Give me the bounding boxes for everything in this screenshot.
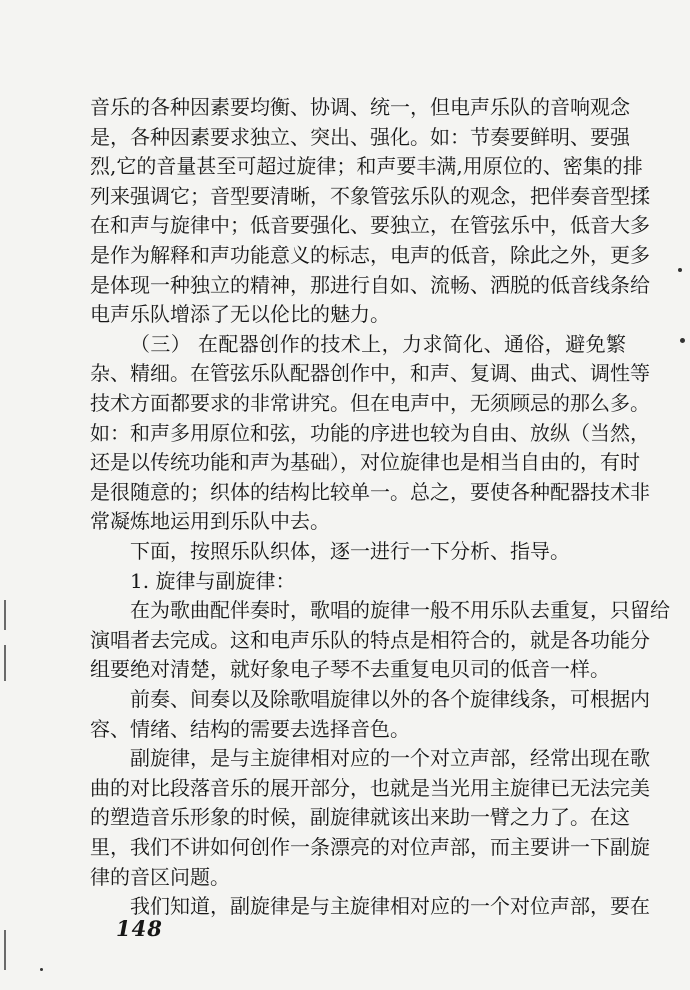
scan-edge-mark bbox=[4, 930, 6, 970]
page-number: 148 bbox=[116, 916, 163, 941]
text-line: 常凝炼地运用到乐队中去。 bbox=[90, 509, 330, 533]
text-line: 如：和声多用原位和弦，功能的序进也较为自由、放纵（当然， bbox=[90, 421, 650, 445]
subsection-heading: 1. 旋律与副旋律： bbox=[130, 569, 296, 593]
section-heading-line: （三） 在配器创作的技术上，力求简化、通俗，避免繁 bbox=[130, 332, 626, 356]
text-line: 是作为解释和声功能意义的标志，电声的低音，除此之外，更多 bbox=[90, 243, 650, 267]
text-line: 我们知道，副旋律是与主旋律相对应的一个对位声部，要在 bbox=[130, 894, 650, 918]
text-line: 的塑造音乐形象的时候，副旋律就该出来助一臂之力了。在这 bbox=[90, 805, 630, 829]
text-line: 前奏、间奏以及除歌唱旋律以外的各个旋律线条，可根据内 bbox=[130, 687, 650, 711]
scan-speck bbox=[40, 968, 43, 971]
text-line: 容、情绪、结构的需要去选择音色。 bbox=[90, 717, 410, 741]
text-line: 组要绝对清楚，就好象电子琴不去重复电贝司的低音一样。 bbox=[90, 657, 610, 681]
text-line: 杂、精细。在管弦乐队配器创作中，和声、复调、曲式、调性等 bbox=[90, 361, 650, 385]
text-line: 列来强调它；音型要清晰，不象管弦乐队的观念，把伴奏音型揉 bbox=[90, 184, 650, 208]
text-line: 烈,它的音量甚至可超过旋律；和声要丰满,用原位的、密集的排 bbox=[90, 154, 643, 178]
text-line: 是体现一种独立的精神，那进行自如、流畅、洒脱的低音线条给 bbox=[90, 273, 650, 297]
text-line: 电声乐队增添了无以伦比的魅力。 bbox=[90, 302, 390, 326]
text-line: 里，我们不讲如何创作一条漂亮的对位声部，而主要讲一下副旋 bbox=[90, 835, 650, 859]
scan-edge-mark bbox=[4, 645, 6, 681]
text-line: 曲的对比段落音乐的展开部分，也就是当光用主旋律已无法完美 bbox=[90, 776, 650, 800]
text-line: 还是以传统功能和声为基础），对位旋律也是相当自由的，有时 bbox=[90, 450, 640, 474]
text-line: 音乐的各种因素要均衡、协调、统一，但电声乐队的音响观念 bbox=[90, 95, 630, 119]
text-line: 技术方面都要求的非常讲究。但在电声中，无须顾忌的那么多。 bbox=[90, 391, 650, 415]
text-line: 副旋律，是与主旋律相对应的一个对立声部，经常出现在歌 bbox=[130, 746, 650, 770]
scan-edge-mark bbox=[4, 600, 6, 630]
text-line: 在为歌曲配伴奏时，歌唱的旋律一般不用乐队去重复，只留给 bbox=[130, 598, 670, 622]
text-line: 是很随意的；织体的结构比较单一。总之，要使各种配器技术非 bbox=[90, 480, 650, 504]
text-line: 是，各种因素要求独立、突出、强化。如：节奏要鲜明、要强 bbox=[90, 125, 630, 149]
text-line: 下面，按照乐队织体，逐一进行一下分析、指导。 bbox=[130, 539, 570, 563]
scan-speck bbox=[678, 268, 682, 272]
text-line: 演唱者去完成。这和电声乐队的特点是相符合的，就是各功能分 bbox=[90, 628, 650, 652]
scan-speck bbox=[680, 338, 685, 343]
text-line: 在和声与旋律中；低音要强化、要独立，在管弦乐中，低音大多 bbox=[90, 213, 650, 237]
text-line: 律的音区问题。 bbox=[90, 865, 230, 889]
